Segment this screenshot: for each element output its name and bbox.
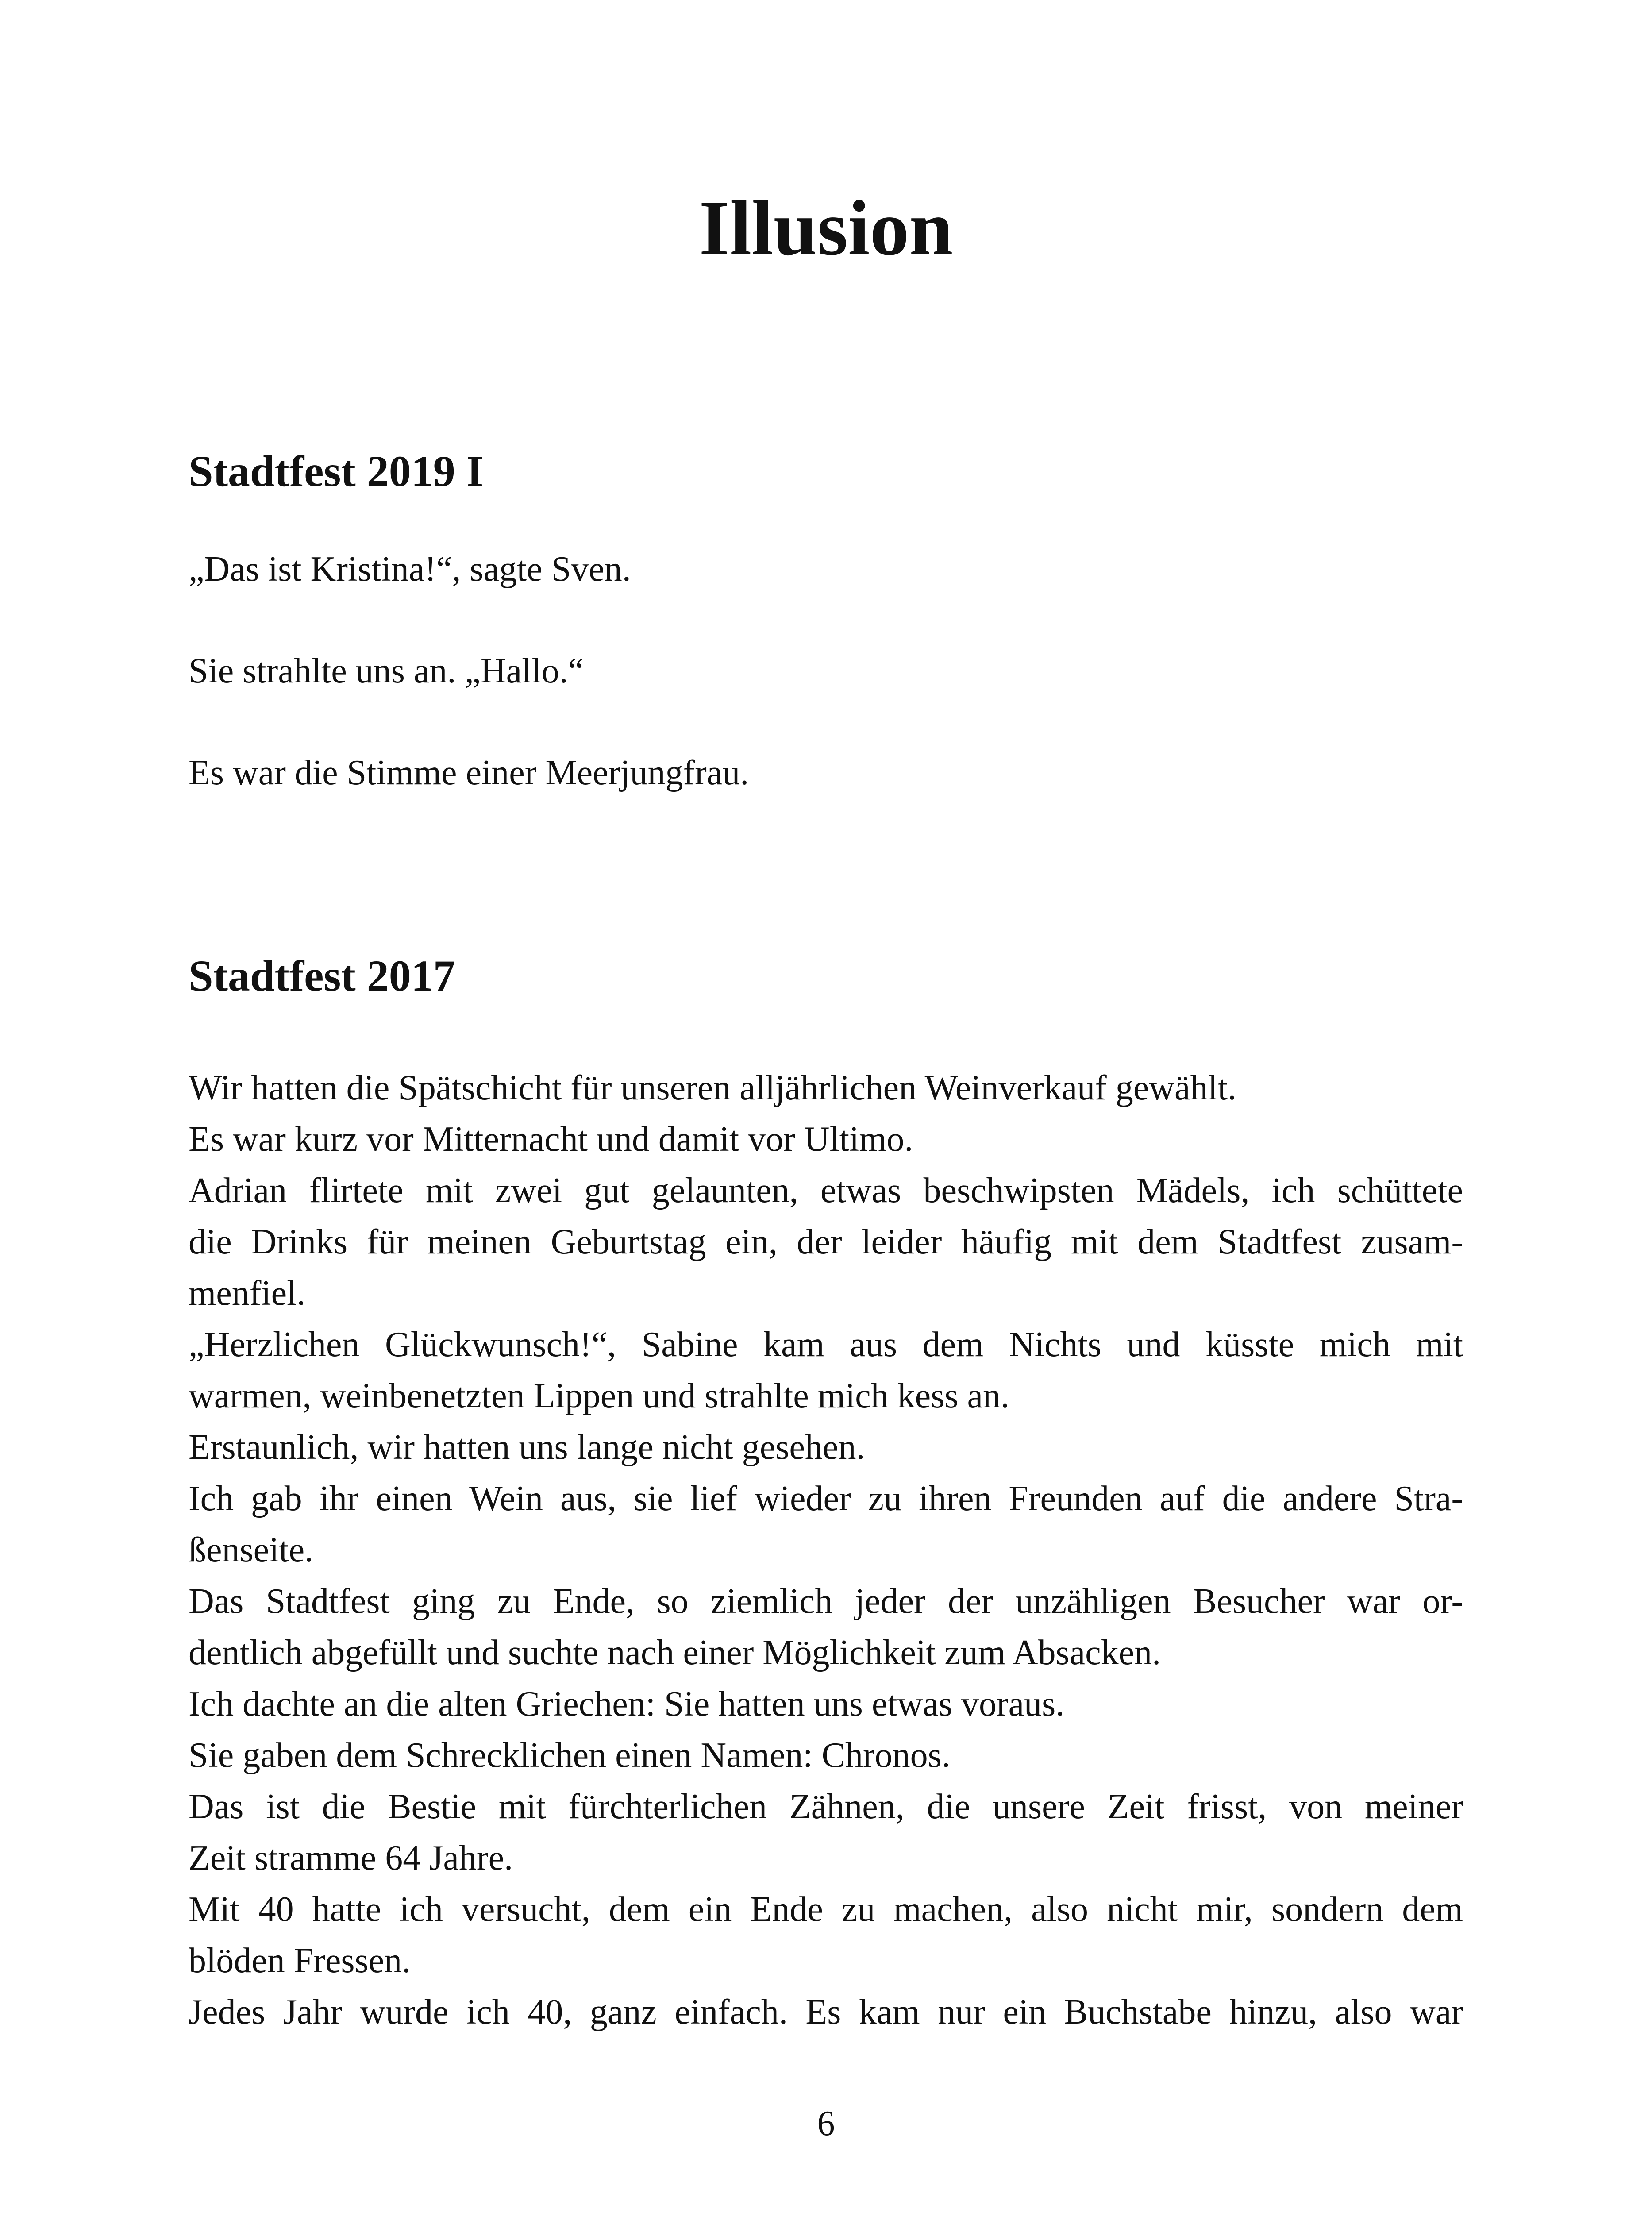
text-line: die Drinks für meinen Geburtstag ein, der leider häufig mit dem Stadtfest zusam-	[189, 1222, 1463, 1261]
text-line: warmen, weinbenetzten Lippen und strahlte mich kess an.	[189, 1376, 1009, 1415]
text-line: Ich dachte an die alten Griechen: Sie hatten uns etwas voraus.	[189, 1685, 1065, 1723]
text-line: menfiel.	[189, 1274, 306, 1313]
text-line: Erstaunlich, wir hatten uns lange nicht gesehen.	[189, 1428, 865, 1467]
text-line: ßenseite.	[189, 1531, 314, 1569]
paragraph: Es war die Stimme einer Meerjungfrau.	[189, 753, 749, 792]
text-line: dentlich abgefüllt und suchte nach einer Möglichkeit zum Absacken.	[189, 1633, 1161, 1672]
text-line: „Herzlichen Glückwunsch!“, Sabine kam aus dem Nichts und küsste mich mit	[189, 1325, 1463, 1364]
text-line: Mit 40 hatte ich versucht, dem ein Ende zu machen, also nicht mir, sondern dem	[189, 1890, 1463, 1929]
text-line: Es war kurz vor Mitternacht und damit vor Ultimo.	[189, 1120, 913, 1159]
text-line: Zeit stramme 64 Jahre.	[189, 1839, 513, 1878]
text-line: Jedes Jahr wurde ich 40, ganz einfach. Es kam nur ein Buchstabe hinzu, also war	[189, 1993, 1463, 2032]
paragraph: Sie strahlte uns an. „Hallo.“	[189, 652, 584, 690]
text-line: Adrian flirtete mit zwei gut gelaunten, etwas beschwipsten Mädels, ich schüttete	[189, 1171, 1463, 1210]
text-line: Sie gaben dem Schrecklichen einen Namen: Chronos.	[189, 1736, 951, 1775]
section-heading-stadtfest-2017: Stadtfest 2017	[189, 951, 455, 1000]
text-line: blöden Fressen.	[189, 1941, 411, 1980]
chapter-title: Illusion	[699, 184, 953, 272]
text-line: Wir hatten die Spätschicht für unseren alljährlichen Weinverkauf gewählt.	[189, 1068, 1237, 1107]
section-heading-stadtfest-2019: Stadtfest 2019 I	[189, 447, 484, 496]
page-number: 6	[817, 2104, 835, 2143]
text-line: Das ist die Bestie mit fürchterlichen Zähnen, die unsere Zeit frisst, von meiner	[189, 1787, 1463, 1826]
text-line: Das Stadtfest ging zu Ende, so ziemlich jeder der unzähligen Besucher war or-	[189, 1582, 1463, 1621]
text-line: Ich gab ihr einen Wein aus, sie lief wieder zu ihren Freunden auf die andere Stra-	[189, 1479, 1463, 1518]
paragraph: „Das ist Kristina!“, sagte Sven.	[189, 550, 631, 589]
